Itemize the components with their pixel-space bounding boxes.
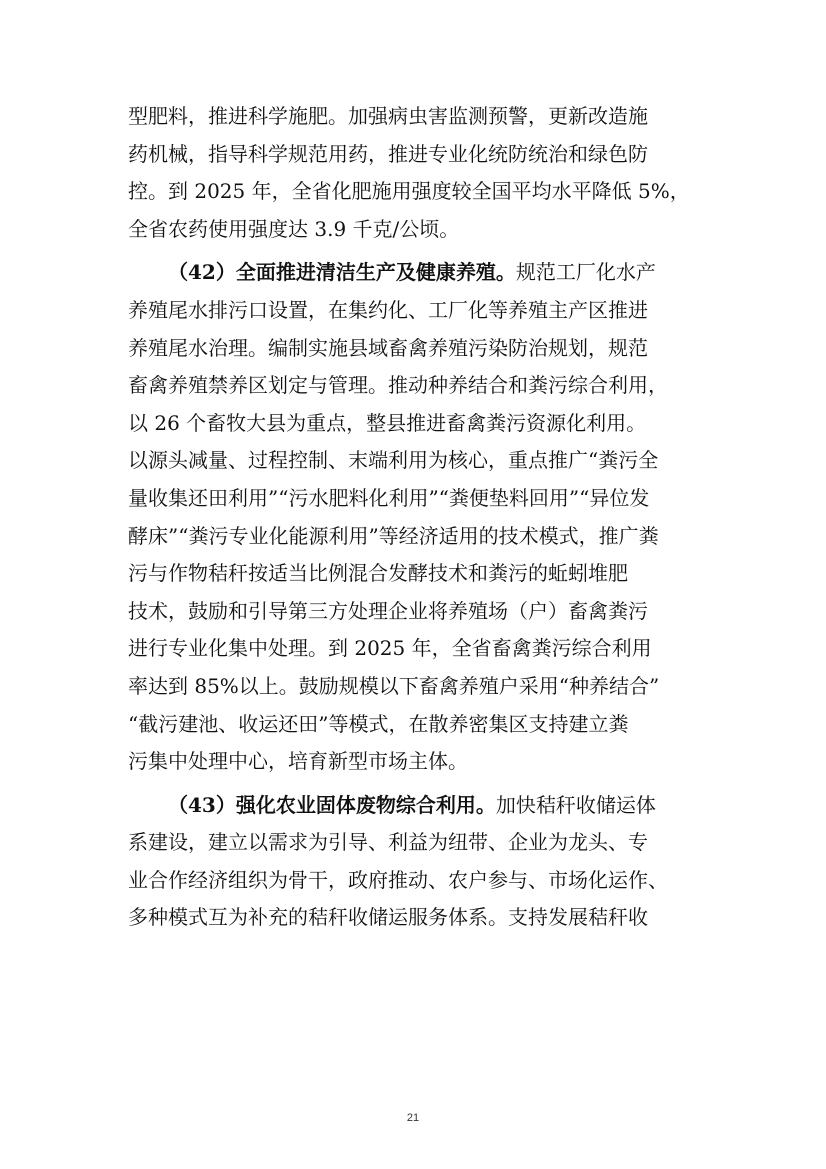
text-line: 控。到 2025 年，全省化肥施用强度较全国平均水平降低 5%， <box>128 179 690 204</box>
text-line: 技术，鼓励和引导第三方处理企业将养殖场（户）畜禽粪污 <box>128 598 648 623</box>
paragraph-1 <box>128 98 700 248</box>
section-heading-42: （42）全面推进清洁生产及健康养殖。 <box>168 260 516 285</box>
text-line: 率达到 85%以上。鼓励规模以下畜禽养殖户采用“种养结合” <box>128 673 660 698</box>
text-line <box>128 254 700 292</box>
text-line: 畜禽养殖禁养区划定与管理。推动种养结合和粪污综合利用， <box>128 373 668 398</box>
section-heading-43: （43）强化农业固体废物综合利用。 <box>168 792 496 817</box>
text-line: 污集中处理中心，培育新型市场主体。 <box>128 749 468 774</box>
text-line: 多种模式互为补充的秸秆收储运服务体系。支持发展秸秆收 <box>128 905 648 930</box>
text-line: 型肥料，推进科学施肥。加强病虫害监测预警，更新改造施 <box>128 104 648 128</box>
text-line: 药机械，指导科学规范用药，推进专业化统防统治和绿色防 <box>128 141 648 166</box>
text-fragment: 加快秸秆收储运体 <box>495 792 656 817</box>
text-line: 酵床”“粪污专业化能源利用”等经济适用的技术模式，推广粪 <box>128 523 659 548</box>
document-page <box>128 98 700 937</box>
text-fragment: 规范工厂化水产 <box>515 260 656 285</box>
text-line: 以 26 个畜牧大县为重点，整县推进畜禽粪污资源化利用。 <box>128 410 647 435</box>
text-line: 量收集还田利用”“污水肥料化利用”“粪便垫料回用”“异位发 <box>128 485 650 510</box>
text-line: 进行专业化集中处理。到 2025 年，全省畜禽粪污综合利用 <box>128 636 652 661</box>
paragraph-2 <box>128 254 700 780</box>
text-line <box>128 787 700 825</box>
text-line: 养殖尾水排污口设置，在集约化、工厂化等养殖主产区推进 <box>128 297 648 322</box>
text-line: 系建设，建立以需求为引导、利益为纽带、企业为龙头、专 <box>128 830 648 855</box>
text-line: 业合作经济组织为骨干，政府推动、农户参与、市场化运作、 <box>128 867 668 892</box>
text-line: “截污建池、收运还田”等模式，在散养密集区支持建立粪 <box>128 711 629 736</box>
text-line: 全省农药使用强度达 3.9 千克/公顷。 <box>128 216 460 241</box>
paragraph-3 <box>128 787 700 937</box>
text-line: 养殖尾水治理。编制实施县域畜禽养殖污染防治规划，规范 <box>128 335 648 360</box>
text-line: 以源头减量、过程控制、末端利用为核心，重点推广“粪污全 <box>128 448 659 473</box>
text-line: 污与作物秸秆按适当比例混合发酵技术和粪污的蚯蚓堆肥 <box>128 561 628 586</box>
page-number: 21 <box>406 1112 420 1124</box>
